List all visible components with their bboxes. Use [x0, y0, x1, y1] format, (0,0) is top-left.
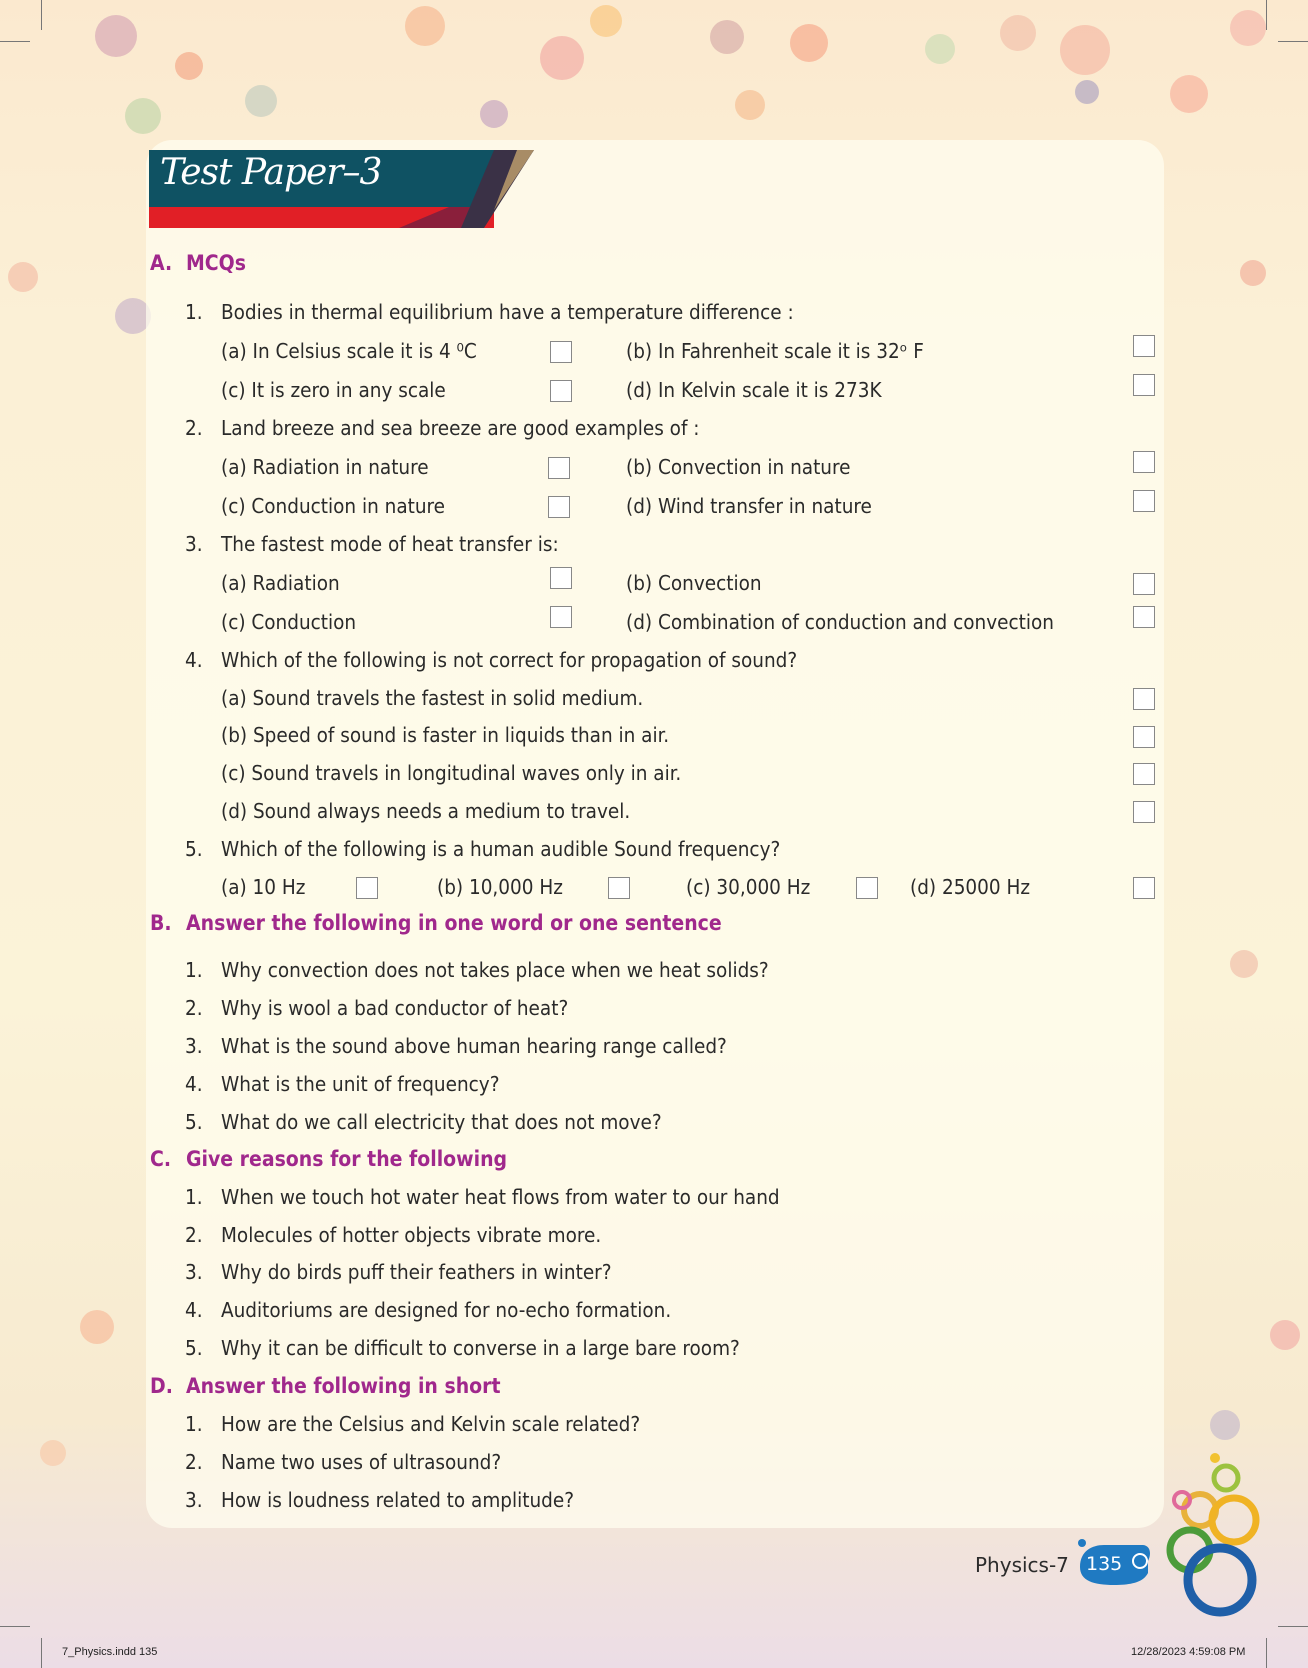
question-number: 1. — [185, 300, 203, 324]
crop-mark — [1266, 1638, 1267, 1668]
answer-checkbox[interactable] — [1133, 763, 1155, 785]
crop-mark — [1266, 0, 1267, 30]
list-item: Molecules of hotter objects vibrate more. — [221, 1223, 602, 1247]
answer-checkbox[interactable] — [1133, 606, 1155, 628]
question-number: 2. — [185, 416, 203, 440]
section-letter: D. — [150, 1374, 173, 1398]
option-b: (b) 10,000 Hz — [437, 875, 563, 899]
mcq-question-text: Bodies in thermal equilibrium have a temperature difference : — [221, 300, 794, 324]
decor-dot — [1060, 25, 1110, 75]
decor-dot — [790, 24, 828, 62]
option-a: (a) Sound travels the fastest in solid medium. — [221, 686, 644, 710]
question-number: 3. — [185, 1488, 203, 1512]
file-slug: 7_Physics.indd 135 — [62, 1646, 158, 1658]
option-c: (c) Sound travels in longitudinal waves only in air. — [221, 761, 682, 785]
question-number: 1. — [185, 1185, 203, 1209]
mcq-question-text: Land breeze and sea breeze are good examples of : — [221, 416, 700, 440]
list-item: Why is wool a bad conductor of heat? — [221, 996, 569, 1020]
decor-dot — [1000, 15, 1036, 51]
option-c: (c) 30,000 Hz — [686, 875, 811, 899]
question-number: 4. — [185, 648, 203, 672]
answer-checkbox[interactable] — [1133, 877, 1155, 899]
section-title: Answer the following in short — [186, 1374, 501, 1398]
crop-mark — [1278, 1626, 1308, 1627]
decor-dot — [480, 100, 508, 128]
question-number: 2. — [185, 1450, 203, 1474]
crop-mark — [0, 1626, 30, 1627]
decor-dot — [1270, 1320, 1300, 1350]
option-b: (b) Speed of sound is faster in liquids than in air. — [221, 723, 670, 747]
question-number: 5. — [185, 837, 203, 861]
option-a: (a) In Celsius scale it is 4 ⁰C — [221, 339, 477, 363]
answer-checkbox[interactable] — [1133, 726, 1155, 748]
decor-dot — [95, 15, 137, 57]
decor-dot — [125, 98, 161, 134]
decor-dot — [710, 20, 744, 54]
decor-dot — [590, 5, 622, 37]
section-letter: A. — [150, 251, 173, 275]
option-d: (d) Sound always needs a medium to travel. — [221, 799, 631, 823]
mcq-question-text: The fastest mode of heat transfer is: — [221, 532, 559, 556]
question-number: 1. — [185, 958, 203, 982]
decor-dot — [925, 34, 955, 64]
option-d: (d) Combination of conduction and convection — [626, 610, 1054, 634]
book-label: Physics-7 — [975, 1553, 1069, 1577]
decor-dot — [1170, 75, 1208, 113]
answer-checkbox[interactable] — [550, 567, 572, 589]
crop-mark — [1278, 41, 1308, 42]
mcq-question-text: Which of the following is not correct for propagation of sound? — [221, 648, 798, 672]
section-c-heading — [150, 1147, 507, 1171]
date-slug: 12/28/2023 4:59:08 PM — [1131, 1646, 1246, 1658]
answer-checkbox[interactable] — [856, 877, 878, 899]
answer-checkbox[interactable] — [356, 877, 378, 899]
option-b: (b) Convection — [626, 571, 762, 595]
list-item: Why it can be difficult to converse in a large bare room? — [221, 1336, 740, 1360]
list-item: Name two uses of ultrasound? — [221, 1450, 502, 1474]
section-title: Give reasons for the following — [186, 1147, 508, 1171]
page-number: 135 — [1086, 1553, 1123, 1575]
option-c: (c) Conduction — [221, 610, 357, 634]
decor-dot — [405, 6, 445, 46]
decor-dot — [40, 1440, 66, 1466]
section-letter: C. — [150, 1147, 172, 1171]
list-item: What do we call electricity that does not move? — [221, 1110, 662, 1134]
list-item: Why do birds puff their feathers in winter? — [221, 1260, 612, 1284]
section-letter: B. — [150, 911, 172, 935]
question-number: 4. — [185, 1072, 203, 1096]
question-number: 2. — [185, 1223, 203, 1247]
answer-checkbox[interactable] — [608, 877, 630, 899]
decor-dot — [175, 52, 203, 80]
answer-checkbox[interactable] — [1133, 573, 1155, 595]
list-item: How are the Celsius and Kelvin scale related? — [221, 1412, 641, 1436]
question-number: 4. — [185, 1298, 203, 1322]
list-item: What is the sound above human hearing range called? — [221, 1034, 727, 1058]
option-b: (b) Convection in nature — [626, 455, 851, 479]
question-number: 1. — [185, 1412, 203, 1436]
page-title: Test Paper–3 — [160, 152, 382, 193]
option-d: (d) In Kelvin scale it is 273K — [626, 378, 882, 402]
list-item: How is loudness related to amplitude? — [221, 1488, 575, 1512]
decor-dot — [80, 1310, 114, 1344]
answer-checkbox[interactable] — [550, 341, 572, 363]
question-number: 2. — [185, 996, 203, 1020]
answer-checkbox[interactable] — [1133, 451, 1155, 473]
decor-dot — [1230, 10, 1266, 46]
decor-dot — [245, 85, 277, 117]
list-item: Why convection does not takes place when we heat solids? — [221, 958, 769, 982]
decor-dot — [735, 90, 765, 120]
answer-checkbox[interactable] — [550, 380, 572, 402]
section-d-heading — [150, 1374, 501, 1398]
crop-mark — [41, 0, 42, 30]
option-c: (c) It is zero in any scale — [221, 378, 446, 402]
decor-dot — [540, 36, 584, 80]
list-item: Auditoriums are designed for no-echo formation. — [221, 1298, 672, 1322]
decorative-rings-graphic — [1160, 1440, 1280, 1630]
section-title: Answer the following in one word or one sentence — [186, 911, 722, 935]
section-a-heading — [150, 251, 246, 275]
answer-checkbox[interactable] — [548, 496, 570, 518]
decor-dot — [1210, 1410, 1240, 1440]
option-d: (d) 25000 Hz — [910, 875, 1031, 899]
answer-checkbox[interactable] — [548, 457, 570, 479]
answer-checkbox[interactable] — [1133, 688, 1155, 710]
decor-dot — [1240, 260, 1266, 286]
answer-checkbox[interactable] — [1133, 374, 1155, 396]
option-a: (a) Radiation in nature — [221, 455, 429, 479]
option-b: (b) In Fahrenheit scale it is 32ᵒ F — [626, 339, 924, 363]
list-item: When we touch hot water heat flows from water to our hand — [221, 1185, 780, 1209]
answer-checkbox[interactable] — [550, 606, 572, 628]
answer-checkbox[interactable] — [1133, 801, 1155, 823]
mcq-question-text: Which of the following is a human audible Sound frequency? — [221, 837, 781, 861]
decor-dot — [1230, 950, 1258, 978]
crop-mark — [0, 41, 30, 42]
crop-mark — [41, 1638, 42, 1668]
answer-checkbox[interactable] — [1133, 335, 1155, 357]
option-a: (a) Radiation — [221, 571, 340, 595]
section-title: MCQs — [186, 251, 246, 275]
question-number: 3. — [185, 1260, 203, 1284]
question-number: 5. — [185, 1110, 203, 1134]
section-b-heading — [150, 911, 722, 935]
option-a: (a) 10 Hz — [221, 875, 306, 899]
option-c: (c) Conduction in nature — [221, 494, 446, 518]
question-number: 3. — [185, 1034, 203, 1058]
answer-checkbox[interactable] — [1133, 490, 1155, 512]
question-number: 3. — [185, 532, 203, 556]
list-item: What is the unit of frequency? — [221, 1072, 500, 1096]
option-d: (d) Wind transfer in nature — [626, 494, 872, 518]
question-number: 5. — [185, 1336, 203, 1360]
decor-dot — [1075, 80, 1099, 104]
decor-dot — [8, 262, 38, 292]
